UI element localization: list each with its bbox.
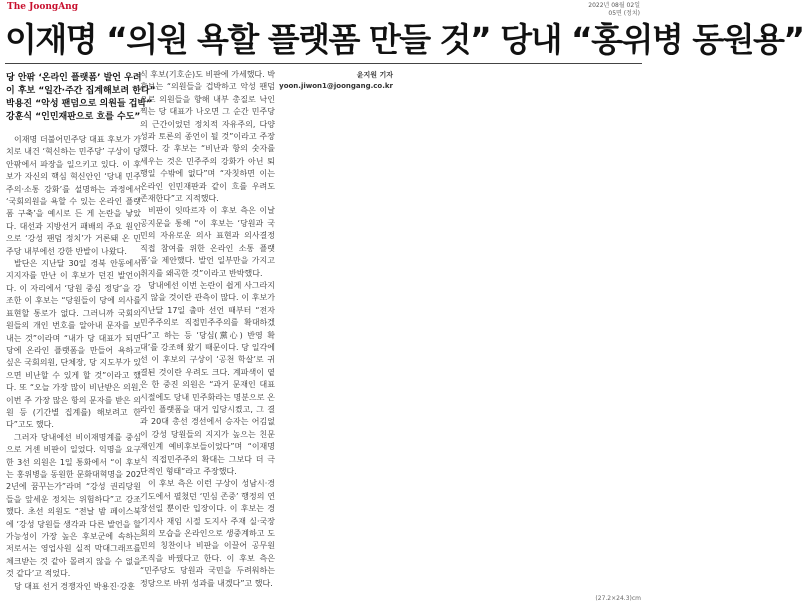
subhead: 이 후보 “일간·주간 집계해보려 한다” bbox=[6, 86, 156, 96]
body-paragraph: 당내에선 이번 논란이 쉽게 사그라지지 않을 것이란 관측이 많다. 이 후보가 지난달 17일 출마 선언 때부터 “전자민주주의로 직접민주주의를 확대하겠다”고 하는 등 ‘당심(黨心) 반영 확대’를 강조해 왔기 때문이다. 당 일각에선 이 후보의 구상이 ‘공천 학살’로 귀결된 것이란 우려도 크다. 계파색이 옅은 한 중진 의원은 “과거 문재인 대표 시절에도 당내 민주화라는 명분으로 온라인 플랫폼을 대거 입당시켰고, 그 결과 20대 총선 경선에서 승자는 어김없이 강성 당원들의 지지가 높으는 친문재인계 예비후보들이었다”며 “이재명식 직접민주주의 확대는 그보다 더 극단적인 형태”라고 주장했다. bbox=[140, 280, 275, 476]
section-page: 05면 (정치) bbox=[608, 10, 640, 17]
body-paragraph: 발단은 지난달 30일 경북 안동에서 지지자를 만난 이 후보가 던진 발언이다. 이 자리에서 ‘당원 중심 정당’을 강조한 이 후보는 “당원들이 당에 의사를 표현할 통로가 없다. 그러니까 국회의원들의 개인 번호를 알아내 문자를 보내는 것”이라며 “내가 당 대표가 되면 당에 온라인 플랫폼을 만들어 욕하고 싶은 국회의원, 단체장, 당 지도부가 있으면 비난할 수 있게 할 것”이라고 했다. 또 “오늘 가장 많이 비난받은 의원, 이번 주 가장 많은 항의 문자를 받은 의원 등 (기간별 집계를) 해보려고 한다”고도 했다. bbox=[6, 259, 141, 430]
publication-date: 2022년 08월 02일 bbox=[588, 2, 640, 9]
headline-rule bbox=[5, 63, 642, 64]
body-paragraph: 당 대표 선거 경쟁자인 박용진·강훈 bbox=[14, 581, 135, 591]
subhead: 강훈식 “인민재판으로 흐를 수도” bbox=[6, 112, 141, 122]
subheads bbox=[6, 72, 156, 124]
page-size-footer: (27.2×24.3)cm bbox=[595, 595, 641, 602]
article-column-3 bbox=[259, 69, 393, 603]
article-headline: 이재명 “의원 욕할 플랫폼 만들 것” 당내 “홍위병 동원용” bbox=[5, 20, 804, 59]
publication-info bbox=[588, 2, 640, 18]
body-paragraph: 그러자 당내에선 비이재명계를 중심으로 거센 비판이 일었다. 익명을 요구한 3선 의원은 1일 통화에서 “이 후보는 홍위병을 동원한 문화대혁명을 2022년에 꿈꾸는가”라며 “강성 권리당원들을 앞세운 정치는 위험하다”고 강조했다. 초선 의원도 “전날 밤 페이스북에 ‘강성 당원들 생각과 다른 발언을 할 가능성이 가장 높은 후보군에 속하는 저로서는 영업사원 실적 막대그래프를 체크받는 것 같아 몰려지 않을 수 없을 것 같다’고 적었다. bbox=[6, 432, 141, 579]
subhead: 박용진 “악성 팬덤으로 의원들 겁박” bbox=[6, 99, 153, 109]
article-column-1 bbox=[6, 69, 156, 603]
body-paragraph: 비판이 잇따르자 이 후보 측은 이날 공지문을 통해 “이 후보는 ‘당원과 국민의 자유로운 의사 표현과 의사결정 직접 참여를 위한 온라인 소통 플랫폼’을 제안했다. 발언 일부만을 가지고 취지를 왜곡한 것”이라고 반박했다. bbox=[140, 206, 275, 278]
newspaper-logo: The JoongAng bbox=[7, 2, 79, 12]
subhead: 당 안팎 ‘온라인 플랫폼’ 발언 우려 bbox=[6, 73, 142, 83]
article-column-2 bbox=[140, 69, 275, 603]
body-paragraph: 이재명 더불어민주당 대표 후보가 가치로 내건 ‘혁신하는 민주당’ 구상이 당 안팎에서 파장을 일으키고 있다. 이 후보가 자신의 핵심 혁신안인 ‘당내 민주주의·소통 강화’를 설명하는 과정에서 ‘국회의원을 욕할 수 있는 온라인 플랫폼 구축’을 예시로 든 게 논란을 낳았다. 대선과 지방선거 패배의 주요 원인으로 ‘강성 팬덤 정치’가 거론돼 온 민주당 내부에선 강한 반발이 나왔다. bbox=[6, 135, 141, 256]
body-paragraph: 식 후보(기호순)도 비판에 가세했다. 박 후보는 “의원들을 겁박하고 악성 팬덤으로 의원들을 향해 내부 총질로 낙인찍는 당 대표가 나오면 그 순간 민주당의 근간이었던 정치적 자유주의, 다양성과 토론의 종언이 될 것”이라고 주장했다. 강 후보는 “비난과 항의 숫자를 세우는 것은 민주주의 강화가 아닌 퇴행일 수밖에 없다”며 “자칫하면 이는 온라인 인민재판과 같이 흐를 우려도 존재한다”고 지적했다. bbox=[140, 70, 275, 204]
body-paragraph: 이 후보 측은 이런 구상이 성남시·경기도에서 펼쳤던 ‘민심 존중’ 행정의 연장선일 뿐이란 입장이다. 이 후보는 경기지사 재임 시절 도지사 주재 실·국장 회의 모습을 온라인으로 생중계하고 도민의 칭찬이나 비판을 이끌어 공무원 조직을 바꿨다고 한다. 이 후보 측은 “민주당도 당원과 국민을 두려워하는 정당으로 바뀌 성과를 내겠다”고 했다. bbox=[140, 479, 275, 588]
byline: 윤지원 기자 yoon.jiwon1@joongang.co.kr bbox=[279, 71, 393, 90]
masthead bbox=[7, 2, 640, 18]
